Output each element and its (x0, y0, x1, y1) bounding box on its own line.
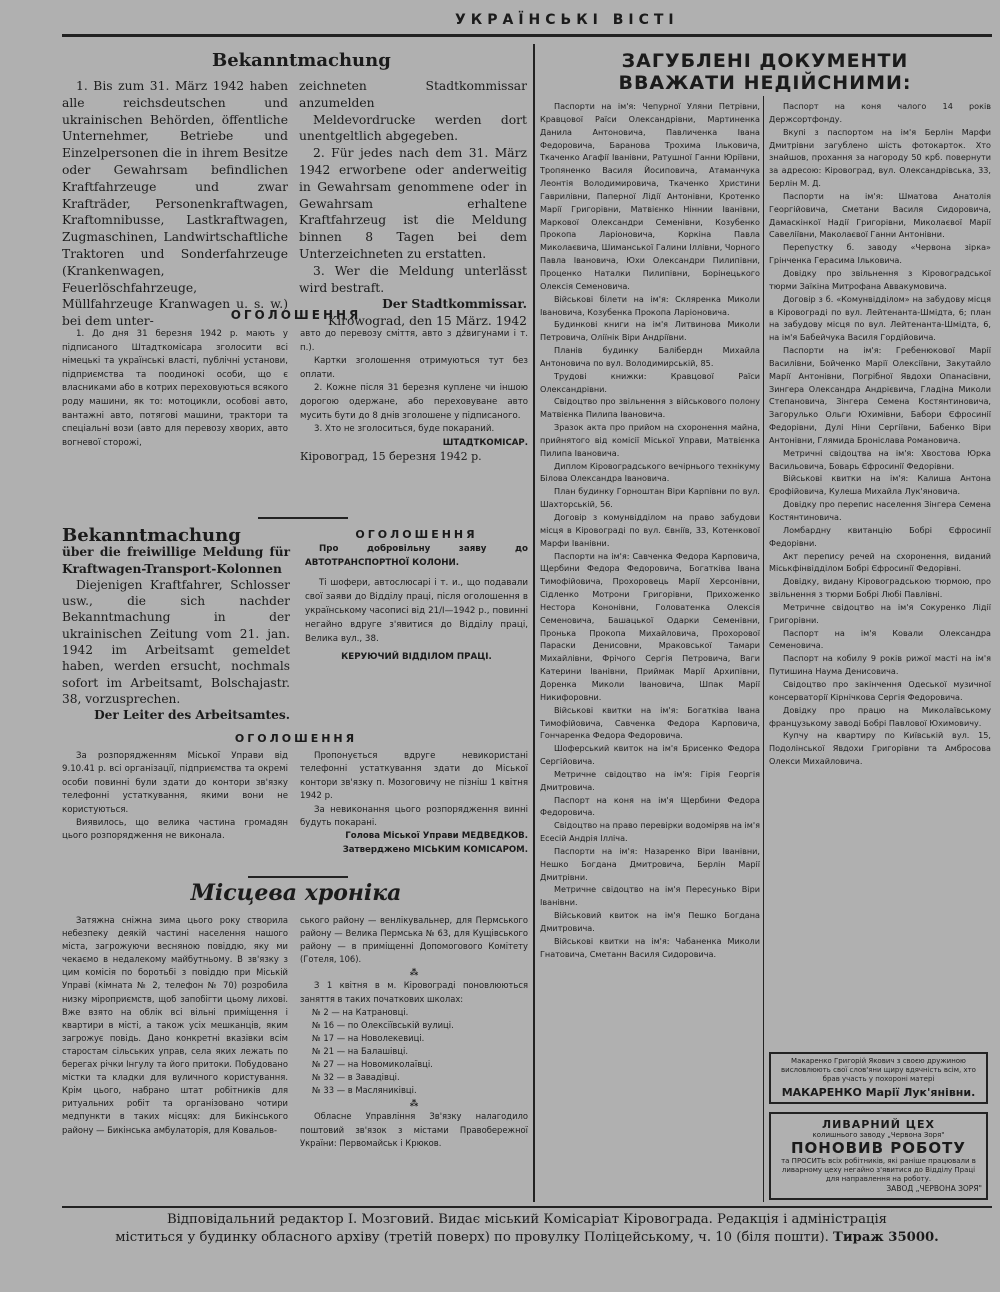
lost-document-entry: План будинку Горноштан Віри Карпівни по вул. Шахторській, 56. (540, 486, 760, 510)
lost-document-entry: Паспорти на ім'я: Чепурної Уляни Петрівни, Кравцової Раїси Олександрівни, Мартиненка Данила Антоновича, Павличенка Івана Федоровича, Баранова Трохима Ільковича, Ткаченко Агафії Іванівни, Ратушної Ганни Юріївни, Тропяненко Василя Йосиповича, Атаманчука Леонтія Володимировича, Ткаченко Христини Гаврилівни, Паперної Лідії Антонівни, Кротенко Марії Григорівни, Матвієнко Ніннии Іванівни, Маркової Олександри Семенівни, Козубенко Прокопа Ларіоновича, Коркіна Павла Миколаєвича, Шиманської Галини Іллівни, Чорного Павла Івановича, Юхи Олександри Пилипівни, Проценко Наталки Пилипівни, Борінецького Олексія Семеновича. (540, 101, 760, 291)
lost-document-entry: Вкупі з паспортом на ім'я Берлін Марфи Дмитрівни загублено шість фотокарток. Хто знайшов, прохання за нагороду 50 крб. повернути за адресою: Кіровоград, вул. Олександрівська, 33, Берлін М. Д. (769, 126, 991, 189)
lost-document-entry: Довідку про звільнення з Кіровоградської тюрми Заїкіна Митрофана Аввакумовича. (769, 267, 991, 291)
lost-document-entry: Ломбардну квитанцію Бобрі Єфросинії Федорівни. (769, 524, 991, 548)
lost-document-entry: Договір з б. «Комунвідділом» на забудову місця в Кіровограді по вул. Лейтенанта-Шмідта, 6; план на забудову місця по вул. Лейтенанта-Шмідта, 6, на ім'я Бабейчука Василя Гордійовича. (769, 293, 991, 343)
footer-line-1: Відповідальний редактор І. Мозговий. Видає міський Комісаріат Кіровограда. Редакція і адміністрація (166, 1212, 887, 1227)
bekanntmachung-1-p1: zeichneten Stadtkommissar anzumelden (299, 79, 527, 110)
lost-document-entry: Шоферський квиток на ім'я Брисенко Федора Сергійовича. (540, 743, 760, 767)
separator-asterisks: ⁂ (409, 1098, 419, 1109)
footer-rule (62, 1206, 992, 1208)
lost-documents-column-2 (769, 100, 991, 1000)
chronicle-right-2: З 1 квітня в м. Кіровограді поновлюються заняття в таких початкових школах: (300, 980, 528, 1004)
local-chronicle (62, 880, 530, 1198)
lost-title-2: ВВАЖАТИ НЕДІЙСНИМИ: (618, 72, 912, 94)
ogoloshennia-3-title: ОГОЛОШЕННЯ (234, 732, 358, 745)
separator-asterisks: ⁂ (409, 967, 419, 978)
lost-document-entry: Військові квитки на ім'я: Калиша Антона Єрофійовича, Кулеша Михайла Лук'яновича. (769, 473, 991, 497)
ogoloshennia-1-p4: 3. Хто не зголоситься, буде покараний. (314, 424, 495, 435)
school-list (300, 1006, 528, 1098)
lost-document-entry: Довідку про перепис населення Зінгера Семена Костянтиновича. (769, 499, 991, 522)
lost-document-entry: Метричне свідоцтво на ім'я Пересунько Віри Іванівни. (540, 884, 760, 908)
ogoloshennia-2-body: Ті шофери, автослюсарі і т. и., що подавали свої заяви до Відділу праці, після оголошення в українському часописі від 21/І—1942 р., повинні негайно вдруге з'явитися до Відділу праці, Велика вул., 38. (305, 578, 528, 644)
bekanntmachung-2-body: Diejenigen Kraftfahrer, Schlosser usw., die sich nachder Bekanntmachung in der ukrainischen Zeitung vom 21. jan. 1942 im Arbeitsamt gemeldet haben, werden ersucht, nochmals sofort im Arbeitsamt, Bolschajastr. 38, vorzusprechen. (62, 577, 290, 706)
column-rule (533, 44, 535, 1202)
bekanntmachung-2-signature: Der Leiter des Arbeitsamtes. (94, 708, 290, 723)
ogoloshennia-1 (62, 308, 530, 516)
lost-document-entry: Перепустку б. заводу «Червона зірка» Грінченка Герасима Ільковича. (769, 242, 991, 266)
lost-document-entry: Метричне свідоцтво на ім'я Сокуренко Лідії Григорівни. (769, 601, 991, 625)
lost-document-entry: Свідоцтво про закінчення Одеської музичної консерваторії Кірнічкова Сергія Федоровича. (769, 678, 991, 702)
chronicle-right-1: ського району — венлікувальнер, для Пермського району — Велика Пермська № 63, для Кущівського району — в приміщенні Допомогового Комітету (Готеля, 106). (300, 915, 528, 965)
lost-document-entry: Метричні свідоцтва на ім'я: Хвостова Юрка Васильовича, Боварь Єфросинії Федорівни. (769, 447, 991, 471)
bekanntmachung-1-place: Kirowograd, den 15 März. 1942 (327, 314, 527, 329)
bekanntmachung-1-title: Bekanntmachung (212, 50, 391, 71)
foundry-big: ПОНОВИВ РОБОТУ (791, 1139, 966, 1157)
lost-document-entry: Трудові книжки: Кравцової Раїси Олександрівни. (540, 370, 760, 394)
lost-document-entry: Паспорти на ім'я: Шматова Анатолія Георгійовича, Сметани Василя Сидоровича, Дамаскінкої Надії Григорівни, Миколаєвої Марії Савеліївни, Маколаєвої Ганни Антонівни. (769, 190, 991, 240)
column-rule (763, 96, 764, 1202)
thanks-body: Макаренко Григорій Якович з своєю дружиною висловлюють свої слов'яни щиру вдячність всім, хто брав участь у похороні матері (781, 1057, 976, 1083)
ogoloshennia-3-left-2: Виявилось, що велика частина громадян цього розпорядження не виконала. (62, 818, 288, 842)
bekanntmachung-1-p4: 3. Wer die Meldung unterlässt wird bestraft. (299, 263, 527, 295)
bekanntmachung-1-signature: Der Stadtkommissar. (382, 296, 527, 312)
divider-1 (258, 517, 348, 519)
school-item: № 32 — в Завадівці. (312, 1072, 400, 1083)
school-item: № 21 — на Балашівці. (312, 1045, 408, 1056)
lost-document-entry: Свідоцтво на право перевірки водоміряв на ім'я Есесій Андрія Ілліча. (540, 820, 760, 844)
lost-document-entry: Купчу на квартиру по Київській вул. 15, Подолінської Явдохи Григорівни та Амбросова Олекси Михайловича. (769, 730, 991, 767)
thanks-name: МАКАРЕНКО Марії Лук'янівни. (781, 1086, 976, 1099)
footer-line-2: міститься у будинку обласного архіву (третій поверх) по провулку Поліцейському, ч. 10 (біля пошти). (115, 1230, 829, 1245)
ogoloshennia-3-signature-1: Голова Міської Управи МЕДВЕДКОВ. (345, 831, 528, 842)
thanks-notice (769, 1052, 988, 1104)
lost-document-entry: Паспорт на кобилу 9 років рижої масті на ім'я Путишина Наума Денисовича. (769, 653, 991, 677)
lost-document-entry: Будинкові книги на ім'я Литвинова Миколи Петровича, Оліїнік Віри Андріївни. (540, 319, 760, 343)
lost-documents-column-1 (540, 100, 760, 1200)
lost-document-entry: Договір з комунвідділом на право забудови місця в Кіровограді по вул. Євніїв, 33, Котенкової Марфи Іванівни. (540, 512, 760, 548)
lost-document-entry: Паспорт на ім'я Ковали Олександра Семеновича. (769, 627, 991, 651)
lost-document-entry: Метричне свідоцтво на ім'я: Гірія Георгія Дмитровича. (540, 768, 760, 792)
ogoloshennia-1-p3: 2. Кожне після 31 березня куплене чи іншою дорогою одержане, або переховуване авто мусить бути до 8 днів зголошене у підписаного. (300, 383, 528, 421)
lost-document-entry: Свідоцтво про звільнення з військового полону Матвієнка Пилипа Івановича. (540, 396, 760, 420)
school-item: № 33 — в Масляниківці. (312, 1085, 417, 1096)
lost-document-entry: Довідку про працю на Миколаївському французькому заводі Бобрі Павлової Юхимовичу. (769, 704, 991, 728)
lost-document-entry: Паспорти на ім'я: Назаренко Віри Іванівни, Нешко Богдана Дмитровича, Берлін Марії Дмитрівни. (540, 845, 760, 882)
lost-documents-title (540, 50, 990, 96)
foundry-body: та ПРОСИТЬ всіх робітників, які раніше працювали в ливарному цеху негайно з'явитися до Відділу Праці для направлення на роботу. (781, 1157, 976, 1183)
lost-document-entry: Паспорти на ім'я: Гребенюкової Марії Василівни, Бойченко Марії Олексіївни, Закутайло Марії Антонівни, Погрібної Явдохи Опанасівни, Зингера Олександра Андрієвича, Гладіна Миколи Степановича, Зінгера Семена Костянтиновича, Загорулько Ольги Юхимівни, Бабори Єфросинії Федорівни, Дулі Ніни Сергіївни, Бабенко Віри Антонівни, Глямида Броніслава Романовича. (769, 345, 991, 445)
ogoloshennia-1-p2: Картки зголошення отримуються тут без оплати. (300, 356, 528, 380)
foundry-signature: ЗАВОД „ЧЕРВОНА ЗОРЯ" (886, 1184, 982, 1193)
lost-document-entry: Військовий квиток на ім'я Пешко Богдана Дмитровича. (540, 910, 760, 933)
ogoloshennia-2 (305, 528, 528, 726)
footer-tirazh: Тираж 35000. (833, 1230, 939, 1245)
school-item: № 27 — на Новомиколаївці. (312, 1059, 433, 1070)
chronicle-title: Місцева хроніка (190, 880, 402, 906)
lost-document-entry: Акт перепису речей на схоронення, виданий Міськфінвідділом Бобрі Єфросинії Федорівні. (769, 550, 991, 574)
lost-document-entry: Військові квитки на ім'я: Богатківа Івана Тимофійовича, Савченка Федора Карповича, Гончаренка Федора Федоровича. (540, 704, 760, 741)
lost-document-entry: Довідку, видану Кіровоградською тюрмою, про звільнення з тюрми Бобрі Любі Павлівні. (769, 576, 991, 600)
ogoloshennia-3-left-1: За розпорядженням Міської Управи від 9.10.41 р. всі організації, підприємства та окремі особи повинні були здати до контори зв'язку телефонні устаткування, якими вони не користуються. (62, 751, 288, 815)
ogoloshennia-2-title: ОГОЛОШЕННЯ (355, 528, 478, 541)
ogoloshennia-1-place: Кіровоград, 15 березня 1942 р. (300, 450, 482, 464)
footer (62, 1211, 992, 1251)
lost-document-entry: Паспорт на коня на ім'я Щербини Федора Федоровича. (540, 794, 760, 818)
foundry-title: ЛИВАРНИЙ ЦЕХ (822, 1118, 935, 1131)
ogoloshennia-1-title: ОГОЛОШЕННЯ (230, 308, 362, 322)
bekanntmachung-1-left: 1. Bis zum 31. März 1942 haben alle reichsdeutschen und ukrainischen Behörden, öffentliche Unternehmer, Betriebe und Einzelpersonen die in ihrem Besitze oder Gewahrsam befindlichen Kraftfahrzeuge und zwar Krafträder, Personenkraftwagen, Kraftomnibusse, Lastkraftwagen, Zugmaschinen, Landwirtschaftliche Traktoren und Sonderfahrzeuge (Krankenwagen, Feuerlöschfahrzeuge, Müllfahrzeuge Kranwagen u. s. w.) bei dem unter- (62, 79, 288, 329)
lost-document-entry: Військові квитки на ім'я: Чабаненка Миколи Гнатовича, Сметанн Василя Сидоровича. (540, 935, 760, 959)
masthead-rule (62, 34, 992, 37)
ogoloshennia-3-right-2: За невиконання цього розпорядження винні будуть покарані. (300, 804, 528, 829)
foundry-notice (769, 1112, 988, 1200)
chronicle-right-3: Обласне Управління Зв'язку налагодило поштовий зв'язок з містами Правобережної України: Первомайськ і Крюков. (300, 1111, 528, 1148)
school-item: № 16 — по Олексіївській вулиці. (312, 1019, 454, 1030)
school-item: № 2 — на Катрановці. (312, 1006, 409, 1017)
chronicle-left: Затяжна сніжна зима цього року створила небезпеку деякій частині населення нашого міста, загрожуючи весняною повіддю, яку ми чекаємо в недалекому майбутньому. В зв'язку з цим комісія по боротьбі з повіддю при Міській Управі (кімната № 2, телефон № 70) розробила низку міроприємств, щоб запобігти цьому лихові. Вже взято на облік всі вільні приміщення і квартири в місті, а також усіх мешканців, яким загрожує повідь. Дано конкретні вказівки всім старостам сільських управ, села яких лежать по берегах річки Інгулу та його притоки. Побудовано містки та кладки для вуличного користування. Крім цього, набрано штат робітників для ритуальних робіт та організовано чотири медпункти в таких місцях: для Бикінського району — Бикінська амбулаторія, для Ковальов- (62, 915, 288, 1135)
ogoloshennia-2-signature: КЕРУЮЧИЙ ВІДДІЛОМ ПРАЦІ. (341, 652, 492, 662)
school-item: № 17 — на Новолекевиці. (312, 1032, 425, 1043)
lost-document-entry: Планів будинку Балібердн Михайла Антоновича по вул. Володимирській, 85. (540, 345, 760, 368)
ogoloshennia-3-right-1: Пропонується вдруге невикористані телефонні устаткування здати до Міської контори зв'язку п. Мозоговичу не пізніш 1 квітня 1942 р. (300, 751, 528, 802)
ogoloshennia-2-subtitle: Про добровільну заяву до АВТОТРАНСПОРТНОЇ КОЛОНИ. (305, 544, 528, 568)
ogoloshennia-1-signature: ШТАДТКОМІСАР. (442, 437, 528, 448)
lost-document-entry: Паспорт на коня чалого 14 років Держсортфонду. (769, 101, 991, 124)
lost-document-entry: Паспорти на ім'я: Савченка Федора Карповича, Щербини Федора Федоровича, Богатківа Івана Тимофійовича, Прохоровець Марії Херсонівни, Сідленко Мотрони Григорівни, Прихоженко Нестора Кононівни, Головатенка Олексія Семеновича, Башацької Одарки Семенівни, Пронька Прокопа Михайловича, Прохорової Параски Денисовни, Мраковської Тамари Михайлівни, Фрічого Сергія Петровича, Ваги Катерини Іванівни, Приймак Марії Архипівни, Доренка Миколи Івановича, Шпак Марії Никифоровни. (540, 550, 760, 702)
lost-document-entry: Військові білети на ім'я: Скляренка Миколи Івановича, Козубенка Прокопа Ларіоновича. (540, 293, 760, 317)
foundry-sub: колишнього заводу „Червона Зоря" (812, 1131, 945, 1139)
masthead: УКРАЇНСЬКІ ВІСТІ (455, 12, 679, 28)
lost-document-entry: Диплом Кіровоградського вечірнього технікуму Білова Олександра Івановича. (540, 460, 760, 484)
bekanntmachung-2-subtitle: über die freiwillige Meldung für Kraftwagen-Transport-Kolonnen (62, 545, 290, 576)
bekanntmachung-1-p2: Meldevordrucke werden dort unentgeltlich abgegeben. (299, 112, 527, 144)
ogoloshennia-1-p1: авто до перевозу сміття, авто з дźвигунами і т. п.). (300, 329, 528, 353)
divider-2 (248, 876, 348, 878)
ogoloshennia-1-left: 1. До дня 31 березня 1942 р. мають у підписаного Штадткомісара зголосити всі німецькі та українські власті, публічні установи, підприємства та поодинокі особи, що є власниками або в котрих переховуються всякого роду машини, як то: мотоцикли, особові авто, вантажні авто, потягові машини, трактори та спеціальні вози (авто для перевозу хворих, авто вогневої сторожі, (62, 329, 288, 448)
bekanntmachung-1-p3: 2. Für jedes nach dem 31. März 1942 erworbene oder anderweitig in Gewahrsam genommene oder in Gewahrsam erhaltene Kraftfahrzeug ist die Meldung binnen 8 Tagen bei dem Unterzeichneten zu erstatten. (299, 146, 527, 261)
bekanntmachung-2-title: Bekanntmachung (62, 525, 241, 546)
ogoloshennia-3 (62, 732, 530, 874)
lost-title-1: ЗАГУБЛЕНІ ДОКУМЕНТИ (621, 50, 909, 72)
lost-document-entry: Зразок акта про прийом на схоронення майна, прийнятого від комісії Міської Управи, Матвієнка Пилипа Івановича. (540, 422, 760, 458)
bekanntmachung-2 (62, 525, 290, 728)
ogoloshennia-3-signature-2: Затверджено МІСЬКИМ КОМІСАРОМ. (342, 844, 528, 855)
